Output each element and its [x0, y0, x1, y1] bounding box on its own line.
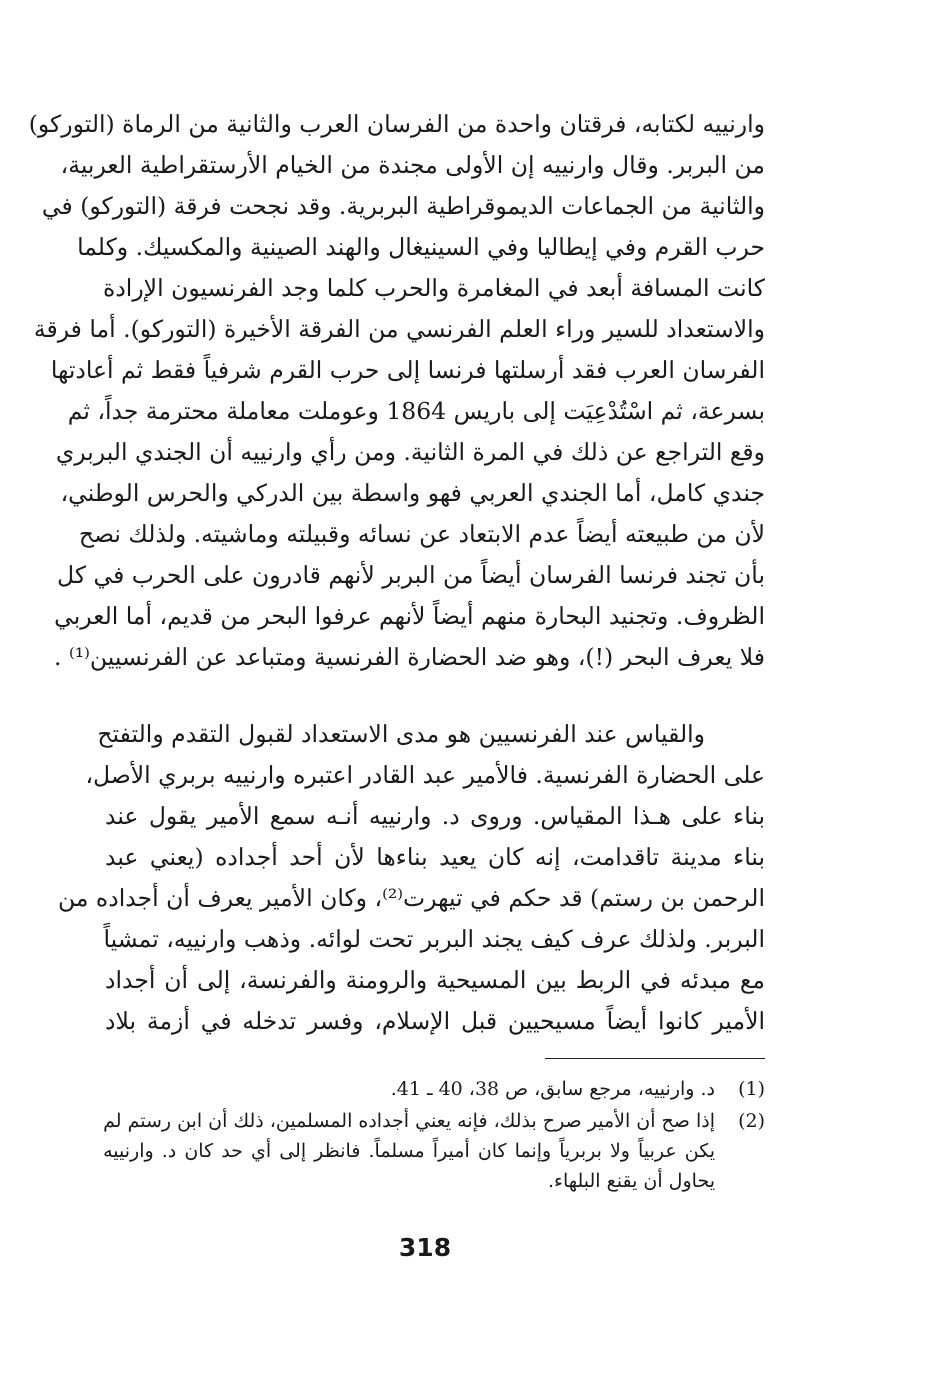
text-line: بأن تجند فرنسا الفرسان أيضاً من البربر لأنهم قادرون على الحرب في كل [57, 561, 765, 589]
footnote-line: يكن عربياً ولا بربرياً وإنما كان أميراً مسلماً. فانظر إلى أي حد كان د. وارنييه [103, 1140, 715, 1162]
footnote-line: د. وارنييه، مرجع سابق، ص 38، 40 ـ 41. [390, 1078, 715, 1100]
footnote-line: يحاول أن يقنع البلهاء. [547, 1170, 715, 1192]
footnote-text [105, 1074, 715, 1104]
text-line: والاستعداد للسير وراء العلم الفرنسي من الفرقة الأخيرة (التوركو). أما فرقة [33, 315, 765, 343]
footnote-text [103, 1106, 715, 1196]
text-line: الأمير كانوا أيضاً مسيحيين قبل الإسلام، وفسر تدخله في أزمة بلاد [105, 1007, 765, 1035]
paragraph-1 [28, 104, 765, 678]
footnote-separator [545, 1058, 765, 1059]
text-line: الظروف. وتجنيد البحارة منهم أيضاً لأنهم عرفوا البحر من قديم، أما العربي [54, 602, 765, 630]
text-line: على الحضارة الفرنسية. فالأمير عبد القادر اعتبره وارنييه بربري الأصل، [85, 761, 765, 789]
text-line: وارنييه لكتابه، فرقتان واحدة من الفرسان العرب والثانية من الرماة (التوركو) [28, 110, 765, 138]
footnotes [105, 1074, 765, 1198]
text-line: كانت المسافة أبعد في المغامرة والحرب كلما وجد الفرنسيون الإرادة [103, 274, 765, 302]
text-line: من البربر. وقال وارنييه إن الأولى مجندة من الخيام الأرستقراطية العربية، [60, 151, 765, 179]
page-number: 318 [398, 1233, 452, 1262]
text-line: فلا يعرف البحر (!)، وهو ضد الحضارة الفرنسية ومتباعد عن الفرنسيين⁽¹⁾ . [54, 643, 765, 671]
text-line: جندي كامل، أما الجندي العربي فهو واسطة بين الدركي والحرس الوطني، [60, 479, 765, 507]
footnote-2 [105, 1106, 765, 1196]
footnote-1 [105, 1074, 765, 1104]
text-line: الفرسان العرب فقد أرسلتها فرنسا إلى حرب القرم شرفياً فقط ثم أعادتها [50, 356, 765, 384]
text-line: والقياس عند الفرنسيين هو مدى الاستعداد لقبول التقدم والتفتح [97, 720, 705, 748]
footnote-line: إذا صح أن الأمير صرح بذلك، فإنه يعني أجداده المسلمين، ذلك أن ابن رستم لم [103, 1110, 715, 1132]
text-line: لأن من طبيعته أيضاً عدم الابتعاد عن نسائه وقبيلته وماشيته. ولذلك نصح [78, 520, 765, 548]
paragraph-2 [57, 714, 765, 1042]
text-line: وقع التراجع عن ذلك في المرة الثانية. ومن رأي وارنييه أن الجندي البربري [55, 438, 765, 466]
text-line: الرحمن بن رستم) قد حكم في تيهرت⁽²⁾، وكان الأمير يعرف أن أجداده من [57, 884, 765, 912]
text-line: البربر. ولذلك عرف كيف يجند البربر تحت لوائه. وذهب وارنييه، تمشياً [103, 925, 765, 953]
text-line: بناء مدينة تاقدامت، إنه كان يعيد بناءها لأن أحد أجداده (يعني عبد [105, 843, 765, 871]
footnote-number: (1) [738, 1078, 765, 1100]
text-line: حرب القرم وفي إيطاليا وفي السينيغال والهند الصينية والمكسيك. وكلما [77, 233, 765, 261]
footnote-number: (2) [738, 1110, 765, 1132]
text-line: بسرعة، ثم اسْتُدْعِيَت إلى باريس 1864 وعوملت معاملة محترمة جداً، ثم [67, 397, 765, 425]
text-line: والثانية من الجماعات الديموقراطية البربرية. وقد نجحت فرقة (التوركو) في [41, 192, 765, 220]
text-line: مع مبدئه في الربط بين المسيحية والرومنة والفرنسة، إلى أن أجداد [105, 966, 765, 994]
text-line: بناء على هـذا المقياس. وروى د. وارنييه أنـه سمع الأمير يقول عند [105, 802, 765, 830]
